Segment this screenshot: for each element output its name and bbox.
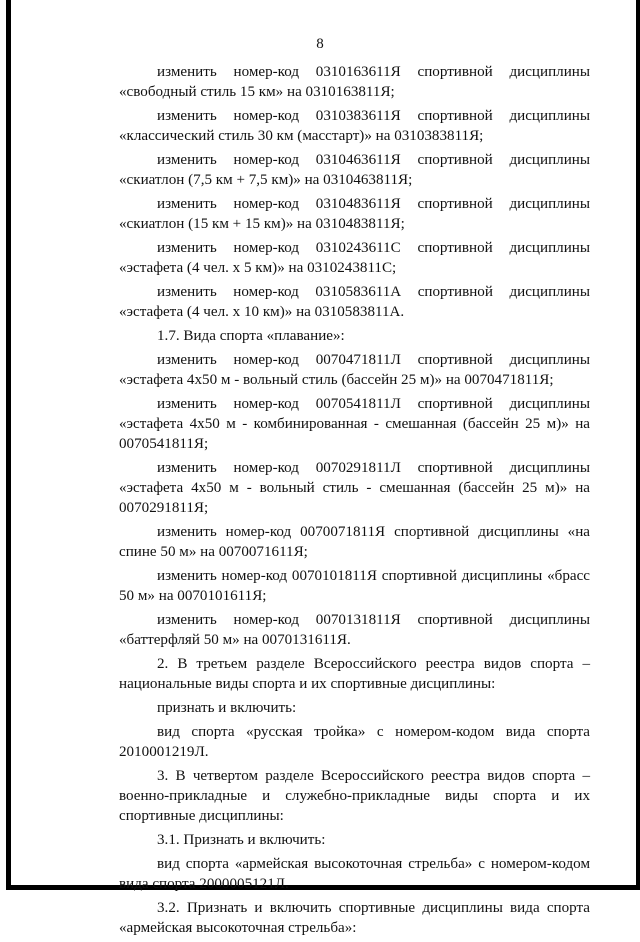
section-heading: 1.7. Вида спорта «плавание»: [157,328,345,344]
page-number: 8 [316,36,324,52]
paragraph: изменить номер-код 0310483611Я спортивной дисциплины «скиатлон (15 км + 15 км)» на 0310483811Я; [119,196,590,232]
paragraph: признать и включить: [157,700,297,716]
paragraph: изменить номер-код 0070131811Я спортивной дисциплины «баттерфляй 50 м» на 0070131611Я. [119,612,590,648]
section-heading: 3.1. Признать и включить: [157,832,326,848]
paragraph: вид спорта «армейская высокоточная стрельба» с номером-кодом вида спорта 2000005121Л. [119,856,590,892]
section-heading: 3. В четвертом разделе Всероссийского реестра видов спорта – военно-прикладные и служебно-прикладные виды спорта и их спортивные дисциплины: [119,768,590,824]
paragraph: изменить номер-код 0070071811Я спортивной дисциплины «на спине 50 м» на 0070071611Я; [119,524,590,560]
paragraph: изменить номер-код 0070101811Я спортивной дисциплины «брасс 50 м» на 0070101611Я; [119,568,590,604]
paragraph: изменить номер-код 0310243611С спортивной дисциплины «эстафета (4 чел. х 5 км)» на 0310243811С; [119,240,590,276]
paragraph: изменить номер-код 0070471811Л спортивной дисциплины «эстафета 4х50 м - вольный стиль (бассейн 25 м)» на 0070471811Я; [119,352,590,388]
scan-border-right [636,0,640,890]
document-body [119,62,590,942]
paragraph: вид спорта «русская тройка» с номером-кодом вида спорта 2010001219Л. [119,724,590,760]
paragraph: изменить номер-код 0310163611Я спортивной дисциплины «свободный стиль 15 км» на 0310163811Я; [119,64,590,100]
paragraph: изменить номер-код 0310383611Я спортивной дисциплины «классический стиль 30 км (масстарт)» на 0310383811Я; [119,108,590,144]
paragraph: изменить номер-код 0310463611Я спортивной дисциплины «скиатлон (7,5 км + 7,5 км)» на 0310463811Я; [119,152,590,188]
scan-border-left [6,0,11,890]
section-heading: 3.2. Признать и включить спортивные дисциплины вида спорта «армейская высокоточная стрельба»: [119,900,590,936]
paragraph: изменить номер-код 0070541811Л спортивной дисциплины «эстафета 4х50 м - комбинированная - смешанная (бассейн 25 м)» на 0070541811Я; [119,396,590,452]
paragraph: изменить номер-код 0310583611А спортивной дисциплины «эстафета (4 чел. х 10 км)» на 0310583811А. [119,284,590,320]
paragraph: изменить номер-код 0070291811Л спортивной дисциплины «эстафета 4х50 м - вольный стиль - смешанная (бассейн 25 м)» на 0070291811Я; [119,460,590,516]
section-heading: 2. В третьем разделе Всероссийского реестра видов спорта – национальные виды спорта и их спортивные дисциплины: [119,656,590,692]
